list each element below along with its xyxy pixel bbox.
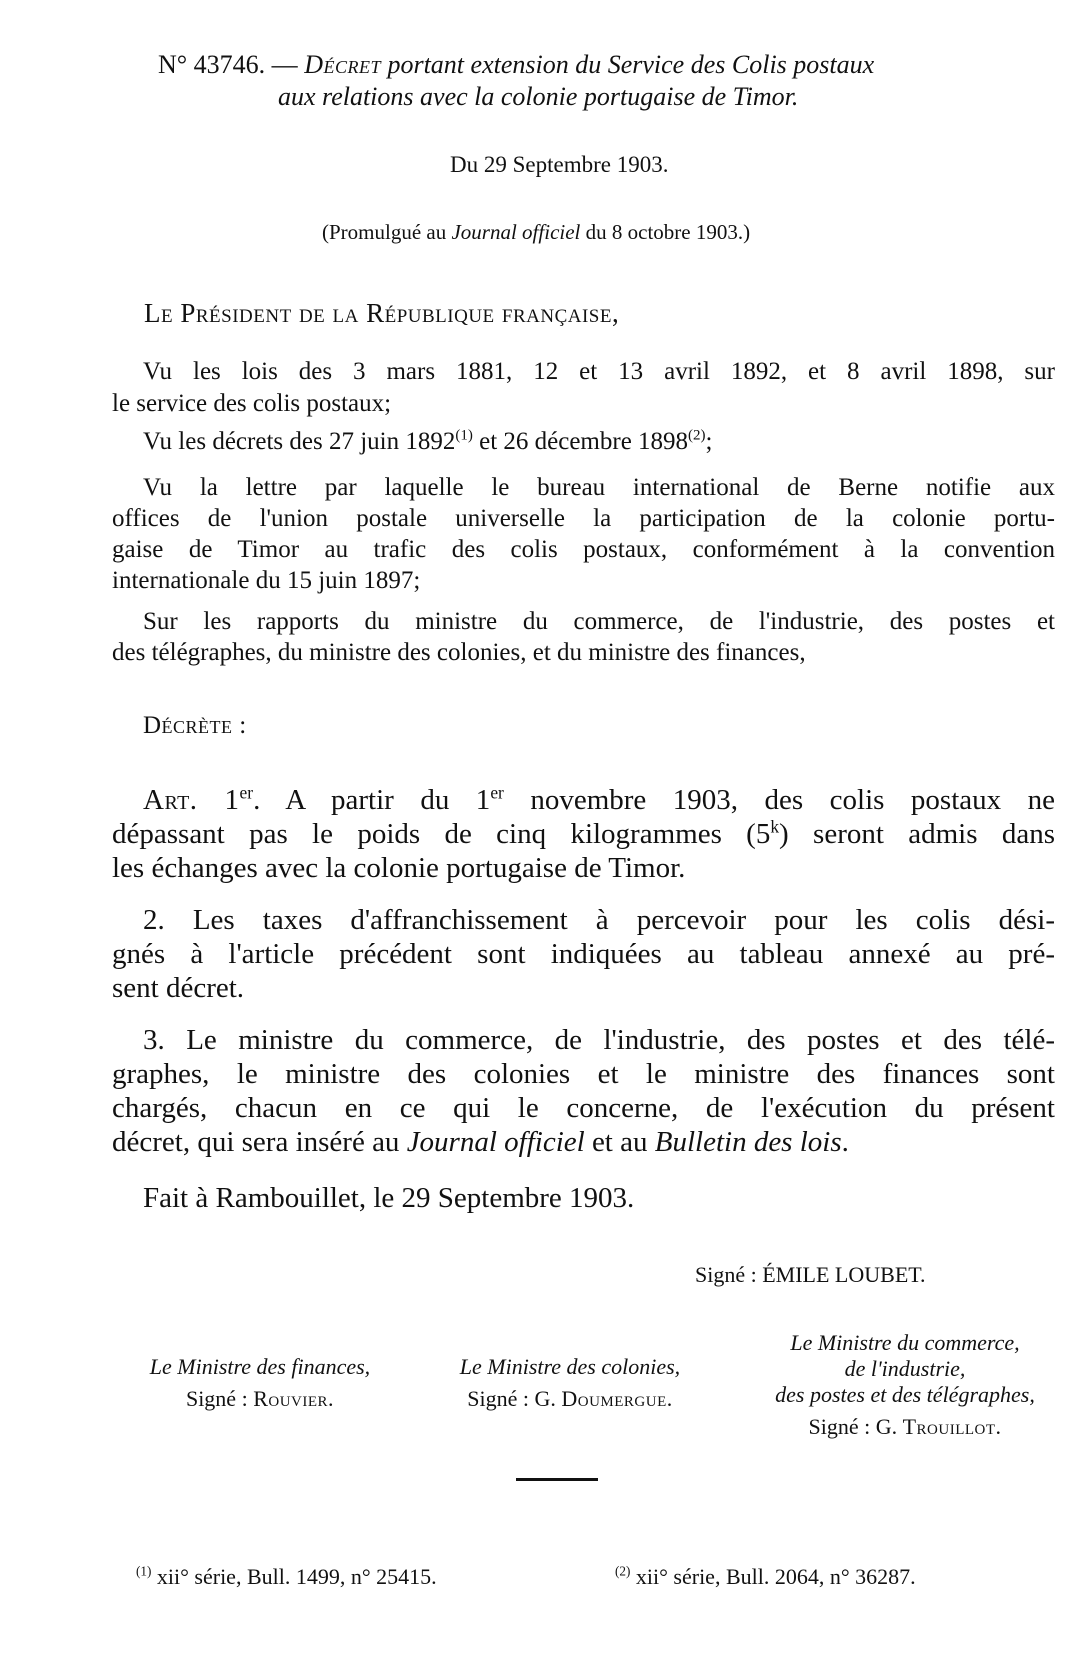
vu-decrets-text3: ; <box>705 428 713 455</box>
colonies-minister-title: Le Ministre des colonies, <box>459 1354 681 1379</box>
article-3-line3: chargés, chacun en ce qui le concerne, de l'exécution du présent <box>112 1092 1055 1124</box>
decree-title-line1 <box>158 50 874 80</box>
sur-rapports-line1: Sur les rapports du ministre du commerce, de l'industrie, des postes et <box>143 608 1055 635</box>
article-1-line1-rest: novembre 1903, des colis postaux ne <box>503 784 1055 816</box>
commerce-minister-signature <box>740 1414 1070 1440</box>
article-3-bulletin: Bulletin des lois <box>654 1126 842 1158</box>
footnote-1 <box>136 1564 437 1590</box>
finances-sig-name: Rouvier. <box>253 1386 335 1411</box>
footnote-2 <box>615 1564 916 1590</box>
article-1-line2 <box>112 818 1055 851</box>
promulgation-prefix: (Promulgué au <box>322 220 452 244</box>
article-1-line2a: dépassant pas le poids de cinq kilogrammes (5 <box>112 818 771 850</box>
vu-lettre-line1: Vu la lettre par laquelle le bureau international de Berne notifie aux <box>143 474 1055 501</box>
commerce-minister-title-3: des postes et des télégraphes, <box>775 1382 1035 1407</box>
commerce-sig-prefix: Signé : G. <box>808 1414 903 1439</box>
promulgation-note <box>322 220 750 245</box>
commerce-sig-name: Trouillot. <box>902 1414 1002 1439</box>
decree-title-line2: aux relations avec la colonie portugaise de Timor. <box>278 82 799 111</box>
footnote-1-mark: (1) <box>136 1563 152 1579</box>
article-1-line2b: ) seront admis dans <box>779 818 1055 850</box>
article-1-line3: les échanges avec la colonie portugaise de Timor. <box>112 852 686 884</box>
vu-decrets-text1: Vu les décrets des 27 juin 1892 <box>143 428 456 455</box>
footnote-2-mark: (2) <box>615 1563 631 1579</box>
article-3-line1: 3. Le ministre du commerce, de l'industrie, des postes et des télé- <box>143 1024 1055 1056</box>
article-3-line4c: . <box>841 1126 849 1158</box>
president-signature: Signé : ÉMILE LOUBET. <box>695 1262 926 1287</box>
commerce-minister-title-2: de l'industrie, <box>844 1356 966 1381</box>
vu-lettre-line4: internationale du 15 juin 1897; <box>112 567 421 594</box>
article-1-lead: . A partir du 1 <box>253 784 491 816</box>
president-heading: Le Président de la République française, <box>144 298 620 328</box>
commerce-minister-title-1: Le Ministre du commerce, <box>790 1330 1020 1355</box>
article-2-line2: gnés à l'article précédent sont indiquées au tableau annexé au pré- <box>112 938 1055 970</box>
vu-lettre-line3: gaise de Timor au trafic des colis postaux, conformément à la convention <box>112 536 1055 563</box>
article-1-lead-sup: er <box>490 782 504 803</box>
article-3-line4 <box>112 1126 1055 1159</box>
vu-lois-line2: le service des colis postaux; <box>112 390 392 417</box>
sur-rapports-line2: des télégraphes, du ministre des colonies, et du ministre des finances, <box>112 639 806 666</box>
vu-decrets <box>143 428 1055 456</box>
colonies-sig-name: Doumergue. <box>561 1386 673 1411</box>
separator-rule <box>516 1478 598 1481</box>
article-1-line2-sup: k <box>770 816 780 837</box>
decree-number: N° 43746. — <box>158 50 305 79</box>
finances-minister-title: Le Ministre des finances, <box>149 1354 371 1379</box>
promulgation-suffix: du 8 octobre 1903.) <box>580 220 751 244</box>
finances-sig-prefix: Signé : <box>185 1386 254 1411</box>
decree-title-rest: portant extension du Service des Colis postaux <box>380 50 875 79</box>
footnote-ref-1: (1) <box>455 427 473 444</box>
decret-word: Décret <box>304 50 381 79</box>
footnote-1-text: xii° série, Bull. 1499, n° 25415. <box>151 1564 437 1589</box>
article-3-journal: Journal officiel <box>406 1126 585 1158</box>
article-1-label: Art. 1 <box>143 784 240 816</box>
article-1-label-sup: er <box>239 782 254 803</box>
article-3-line2: graphes, le ministre des colonies et le ministre des finances sont <box>112 1058 1055 1090</box>
footnote-2-text: xii° série, Bull. 2064, n° 36287. <box>630 1564 916 1589</box>
fait-line: Fait à Rambouillet, le 29 Septembre 1903. <box>143 1182 635 1214</box>
finances-minister-signature <box>120 1386 400 1412</box>
vu-lettre-line2: offices de l'union postale universelle la participation de la colonie portu- <box>112 505 1055 532</box>
decree-date: Du 29 Septembre 1903. <box>450 152 669 177</box>
promulgation-journal: Journal officiel <box>451 220 581 244</box>
footnote-ref-2: (2) <box>688 427 706 444</box>
decrete-heading: Décrète : <box>143 712 247 739</box>
article-3-line4a: décret, qui sera inséré au <box>112 1126 407 1158</box>
article-1-line1 <box>143 784 1055 817</box>
colonies-minister-signature <box>430 1386 710 1412</box>
article-3-line4b: et au <box>584 1126 655 1158</box>
vu-lois-line1: Vu les lois des 3 mars 1881, 12 et 13 avril 1892, et 8 avril 1898, sur <box>143 358 1055 385</box>
vu-decrets-text2: et 26 décembre 1898 <box>472 428 689 455</box>
article-2-line3: sent décret. <box>112 972 245 1004</box>
article-2-line1: 2. Les taxes d'affranchissement à percevoir pour les colis dési- <box>143 904 1055 936</box>
colonies-sig-prefix: Signé : G. <box>467 1386 562 1411</box>
